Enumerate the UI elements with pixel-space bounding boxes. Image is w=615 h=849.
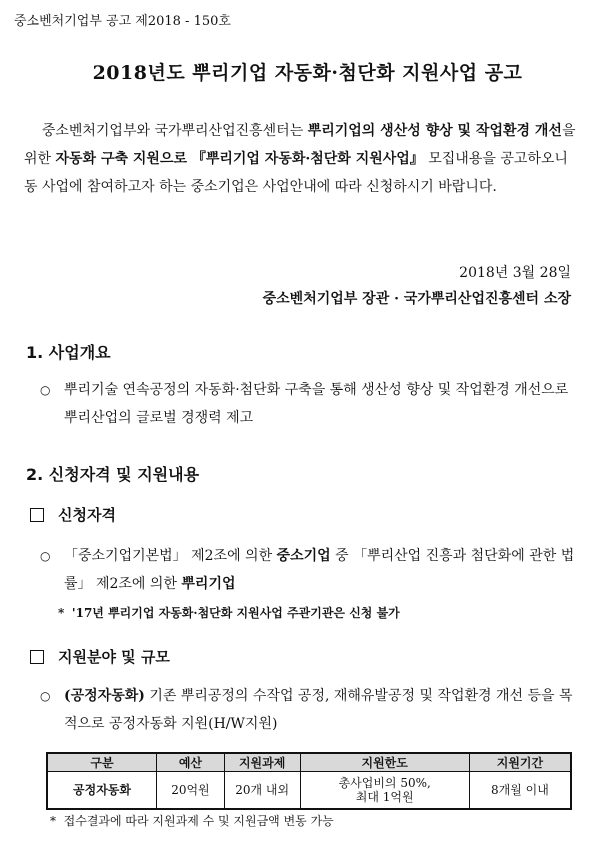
footnote-text: 접수결과에 따라 지원과제 수 및 지원금액 변동 가능 (63, 814, 334, 828)
notice-date: 2018년 3월 28일 (459, 265, 571, 281)
table-footnote (50, 812, 334, 829)
cell-category: 공정자동화 (47, 772, 157, 810)
eligibility-heading (30, 504, 116, 525)
eligibility-note-text: '17년 뿌리기업 자동화·첨단화 지원사업 주관기관은 신청 불가 (71, 606, 400, 620)
table-header-row (47, 753, 571, 772)
intro-bold-2: 자동화 구축 지원으로 『뿌리기업 자동화·첨단화 지원사업』 (55, 151, 424, 167)
support-heading-text: 지원분야 및 규모 (58, 648, 170, 666)
support-bold-1: (공정자동화) (64, 688, 145, 704)
eligibility-bullet-text (64, 542, 580, 598)
cell-limit-line-2: 최대 1억원 (355, 790, 414, 804)
eligibility-bold-2: 뿌리기업 (181, 576, 236, 592)
notice-number: 중소벤처기업부 공고 제2018 - 150호 (14, 14, 231, 29)
footnote-asterisk: * (50, 814, 56, 828)
eligibility-text-2: 중 「뿌리산업 진흥과 첨단화에 관한 법률」 제2조에 의한 (64, 548, 575, 592)
eligibility-text-1: 「중소기업기본법」 제2조에 의한 (64, 548, 277, 564)
cell-limit (300, 772, 469, 810)
intro-text-3: 모집내용을 공고하오니 동 사업에 참여하고자 하는 중소기업은 사업안내에 따라 신청하시기 바랍니다. (24, 151, 568, 195)
header-category: 구분 (47, 753, 157, 772)
intro-paragraph (24, 117, 584, 201)
table-row (47, 772, 571, 810)
header-budget: 예산 (157, 753, 225, 772)
support-text-1: 기존 뿌리공정의 수작업 공정, 재해유발공정 및 작업환경 개선 등을 목적으로 공정자동화 지원(H/W지원) (64, 688, 573, 732)
support-bullet (40, 682, 580, 738)
section-1-bullet-text: 뿌리기술 연속공정의 자동화·첨단화 구축을 통해 생산성 향상 및 작업환경 개선으로 뿌리산업의 글로벌 경쟁력 제고 (64, 382, 569, 426)
circle-bullet-icon: ○ (40, 689, 51, 703)
section-1-bullet (40, 376, 580, 432)
cell-period: 8개월 이내 (469, 772, 571, 810)
note-asterisk: * (58, 606, 65, 620)
section-2-heading: 2. 신청자격 및 지원내용 (26, 465, 200, 484)
support-bullet-text (64, 682, 580, 738)
header-limit: 지원한도 (300, 753, 469, 772)
circle-bullet-icon: ○ (40, 383, 51, 397)
cell-budget: 20억원 (157, 772, 225, 810)
header-projects: 지원과제 (224, 753, 300, 772)
circle-bullet-icon: ○ (40, 549, 51, 563)
eligibility-bullet (40, 542, 580, 598)
intro-bold-1: 뿌리기업의 생산성 향상 및 작업환경 개선 (307, 123, 562, 139)
eligibility-note (58, 604, 400, 621)
support-table (46, 752, 572, 810)
eligibility-bold-1: 중소기업 (276, 548, 331, 564)
square-icon (30, 650, 44, 664)
support-heading (30, 646, 170, 667)
header-period: 지원기간 (469, 753, 571, 772)
square-icon (30, 508, 44, 522)
section-1-heading: 1. 사업개요 (26, 343, 111, 362)
intro-text-1: 중소벤처기업부와 국가뿌리산업진흥센터는 (41, 123, 308, 139)
signer: 중소벤처기업부 장관 · 국가뿌리산업진흥센터 소장 (262, 291, 571, 307)
cell-projects: 20개 내외 (224, 772, 300, 810)
cell-limit-line-1: 총사업비의 50%, (338, 776, 431, 790)
intro-text-2: 을 위한 (24, 123, 576, 167)
eligibility-heading-text: 신청자격 (58, 506, 116, 524)
document-title: 2018년도 뿌리기업 자동화·첨단화 지원사업 공고 (92, 62, 523, 84)
